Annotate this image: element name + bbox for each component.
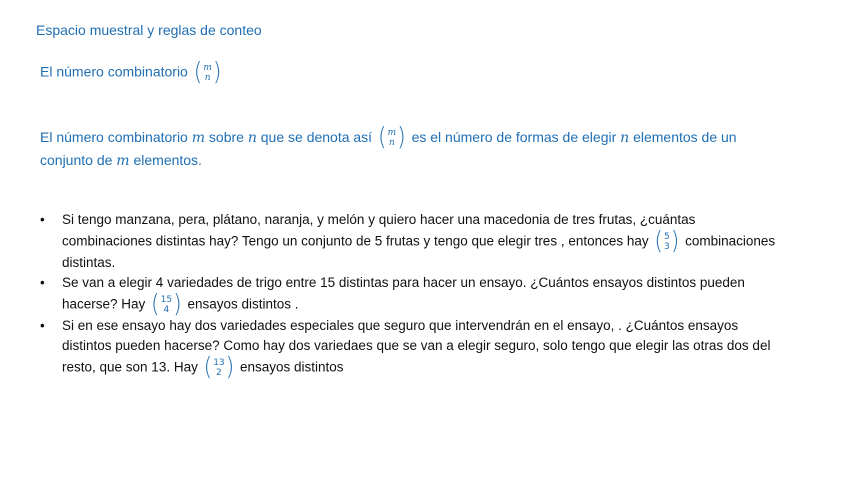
definition-text: El número combinatorio: [40, 129, 192, 145]
subtitle-text: El número combinatorio: [40, 63, 188, 80]
binom-top: 5: [663, 231, 670, 242]
math-n: n: [247, 130, 257, 146]
binom-bottom: n: [204, 73, 211, 83]
binom-top: 13: [213, 357, 225, 368]
page-title: Espacio muestral y reglas de conteo: [36, 22, 262, 38]
binom-top: m: [203, 63, 212, 73]
bullet: •: [40, 317, 45, 333]
math-m: m: [116, 153, 130, 170]
binom-top: 15: [160, 294, 173, 305]
examples-list: [40, 210, 780, 382]
binomial-coefficient: ( 13 2 ): [203, 352, 235, 382]
example-text: ensayos distintos: [236, 359, 344, 375]
math-n: n: [620, 130, 630, 146]
definition-paragraph: [40, 123, 780, 172]
binom-bottom: 4: [163, 304, 170, 315]
binomial-coefficient: ( m n ): [193, 58, 222, 87]
binomial-coefficient: ( 15 4 ): [151, 289, 182, 319]
bullet: •: [40, 275, 45, 290]
binomial-coefficient: ( m n ): [377, 123, 406, 153]
binom-bottom: 2: [216, 367, 222, 378]
math-m: m: [191, 130, 206, 146]
definition-text: elementos de un conjunto de: [40, 129, 737, 169]
binom-top: m: [387, 128, 397, 139]
binom-bottom: 3: [663, 241, 670, 252]
example-text: combinaciones distintas.: [62, 233, 776, 270]
example-text: ensayos distintos .: [183, 296, 299, 312]
example-text: Si tengo manzana, pera, plátano, naranja, y melón y quiero hacer una macedonia de tres frutas, ¿cuántas combinaciones distintas hay? Tengo un conjunto de 5 frutas y tengo que elegir tres , entonces hay: [62, 212, 696, 249]
definition-text: que se denota así: [256, 129, 376, 145]
list-item: [40, 316, 780, 382]
definition-text: elementos.: [129, 152, 202, 169]
binom-bottom: n: [388, 138, 395, 149]
bullet: •: [40, 212, 45, 227]
example-text: Si en ese ensayo hay dos variedades especiales que seguro que intervendrán en el ensayo, . ¿Cuántos ensayos distintos pueden hacerse? Como hay dos variedaes que se van a elegir seguro, solo tengo que elegir las otras dos del resto, que son 13. Hay: [62, 317, 771, 375]
example-text: Se van a elegir 4 variedades de trigo entre 15 distintas para hacer un ensayo. ¿Cuántos ensayos distintos pueden hacerse? Hay: [62, 275, 745, 312]
list-item: [40, 273, 780, 319]
definition-text: es el número de formas de elegir: [407, 129, 621, 145]
definition-text: sobre: [205, 129, 248, 145]
binomial-coefficient: ( 5 3 ): [654, 226, 680, 256]
list-item: [40, 210, 780, 273]
section-subtitle: [40, 58, 223, 87]
